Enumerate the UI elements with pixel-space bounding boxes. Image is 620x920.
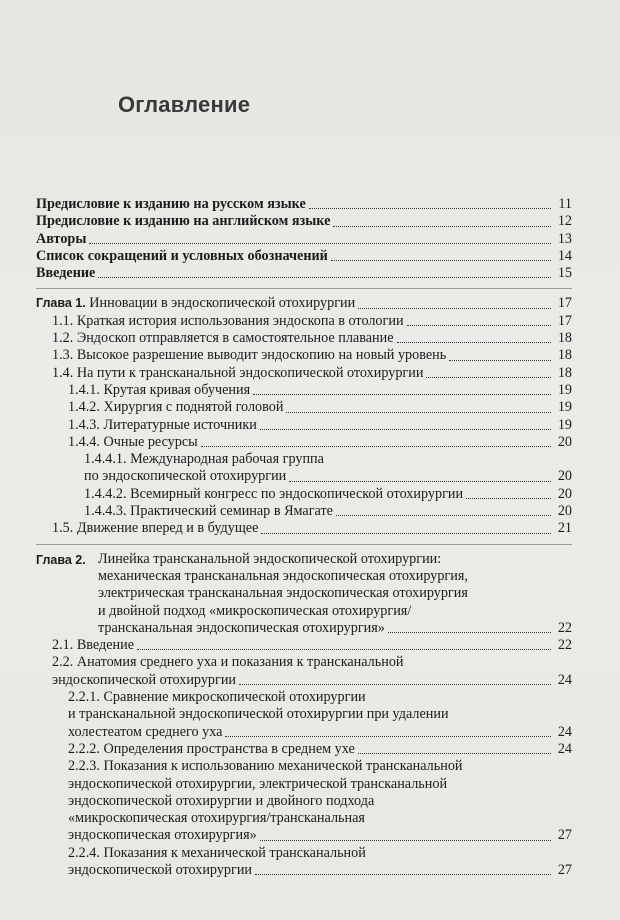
dot-leader: [225, 736, 551, 737]
toc-entry-title: эндоскопической отохирургии: [68, 861, 253, 878]
dot-leader: [289, 481, 551, 482]
chapter-heading: [36, 295, 572, 312]
dot-leader: [407, 325, 551, 326]
section-divider: [36, 544, 572, 545]
toc-entry-page: 27: [557, 827, 572, 844]
chapter-title-line: электрическая трансканальная эндоскопическая отохирургия: [98, 585, 468, 602]
toc-entry-page: 24: [557, 740, 572, 757]
toc-entry-title: Список сокращений и условных обозначений: [36, 247, 328, 264]
toc-entry-page: 18: [557, 347, 572, 364]
dot-leader: [336, 515, 551, 516]
toc-entry-page: 19: [557, 416, 572, 433]
toc-entry-page: 27: [557, 861, 572, 878]
toc-entry-title: 1.4.4.2. Всемирный конгресс по эндоскопической отохирургии: [84, 485, 464, 502]
toc-entry: [36, 248, 572, 265]
toc-entry-title-line: эндоскопической отохирургии и двойного подхода: [68, 792, 375, 809]
dot-leader: [261, 533, 551, 534]
dot-leader: [98, 277, 551, 278]
toc-entry-page: 20: [557, 503, 572, 520]
toc-entry-page: 21: [557, 520, 572, 537]
toc-entry: [36, 417, 572, 434]
toc-entry-page: 11: [558, 196, 572, 212]
toc-entry-page: 17: [557, 312, 572, 329]
toc-entry-title-line: «микроскопическая отохирургия/трансканальная: [68, 810, 365, 827]
chapter-2-section: [36, 551, 572, 880]
dot-leader: [358, 308, 551, 309]
toc-entry-title-line: 1.4.4.1. Международная рабочая группа: [84, 451, 324, 468]
toc-entry-title: эндоскопической отохирургии: [52, 671, 237, 688]
toc-entry-title: холестеатом среднего уха: [68, 723, 223, 740]
toc-entry-page: 22: [557, 637, 572, 654]
toc-entry-title-line: 2.2. Анатомия среднего уха и показания к трансканальной: [52, 654, 404, 671]
chapter-title-line: и двойной подход «микроскопическая отохирургия/: [98, 602, 412, 619]
toc-entry-title: по эндоскопической отохирургии: [84, 468, 287, 485]
toc-entry: [36, 382, 572, 399]
dot-leader: [201, 446, 551, 447]
toc-entry-title: 1.5. Движение вперед и в будущее: [52, 520, 259, 537]
chapter-label: Глава 2.: [36, 552, 86, 567]
front-matter-list: [36, 196, 572, 282]
page-title: Оглавление: [118, 92, 251, 117]
toc-entry: [36, 196, 572, 213]
toc-entry: [36, 672, 572, 689]
toc-entry-page: 14: [557, 247, 572, 264]
toc-entry: [36, 637, 572, 654]
toc-entry: [36, 399, 572, 416]
toc-entry-title: 1.4.4. Очные ресурсы: [68, 433, 198, 450]
dot-leader: [426, 377, 551, 378]
dot-leader: [397, 342, 551, 343]
toc-entry-page: 20: [557, 485, 572, 502]
toc-entry-title-line: 2.2.1. Сравнение микроскопической отохирургии: [68, 689, 366, 706]
toc-entry-title: 1.4.2. Хирургия с поднятой головой: [68, 399, 284, 416]
toc-entry: [36, 434, 572, 451]
toc-entry-title: 2.1. Введение: [52, 637, 135, 654]
chapter-heading: [36, 551, 572, 637]
dot-leader: [388, 632, 551, 633]
dot-leader: [253, 394, 551, 395]
toc-entry-title: Введение: [36, 265, 96, 282]
toc-entry: [36, 503, 572, 520]
toc-entry-title: 1.3. Высокое разрешение выводит эндоскопию на новый уровень: [52, 347, 447, 364]
toc-entry-page: 19: [557, 399, 572, 416]
toc-entry: [36, 468, 572, 485]
dot-leader: [137, 649, 551, 650]
toc-entry-page: 17: [557, 295, 572, 312]
chapter-label: Глава 1.: [36, 296, 86, 311]
toc-entry: [36, 827, 572, 844]
toc-entry-page: 22: [557, 619, 572, 636]
toc-entry-title: 2.2.2. Определения пространства в среднем ухе: [68, 740, 355, 757]
chapter-title-line: Линейка трансканальной эндоскопической отохирургии:: [98, 550, 442, 567]
toc-entry-page: 20: [557, 433, 572, 450]
toc-entry-page: 12: [557, 213, 572, 230]
chapter-title: Инновации в эндоскопической отохирургии: [89, 295, 356, 312]
toc-entry-page: 19: [557, 381, 572, 398]
dot-leader: [239, 684, 551, 685]
dot-leader: [309, 208, 551, 209]
toc-entry-page: 18: [557, 330, 572, 347]
toc-entry-page: 18: [557, 364, 572, 381]
toc-entry-title: 1.4.1. Крутая кривая обучения: [68, 381, 251, 398]
toc-entry-page: 24: [557, 671, 572, 688]
toc-entry-page: 13: [557, 230, 572, 247]
toc-entry: [36, 313, 572, 330]
toc-entry-title: 1.1. Краткая история использования эндоскопа в отологии: [52, 312, 404, 329]
dot-leader: [89, 243, 551, 244]
toc-entry-title-line: и трансканальной эндоскопической отохирургии при удалении: [68, 706, 449, 723]
toc-entry: [36, 265, 572, 282]
chapter-title-line: механическая трансканальная эндоскопическая отохирургия,: [98, 567, 468, 584]
toc-entry-title: Предисловие к изданию на русском языке: [36, 196, 306, 212]
toc-entry: [36, 231, 572, 248]
toc-entry-title-line: 2.2.4. Показания к механической трансканальной: [68, 844, 366, 861]
toc-entry-title: эндоскопическая отохирургия»: [68, 827, 257, 844]
section-divider: [36, 288, 572, 289]
toc-entry: [36, 486, 572, 503]
chapter-1-section: [36, 295, 572, 537]
toc-entry-title: 1.2. Эндоскоп отправляется в самостоятельное плавание: [52, 330, 394, 347]
toc-entry: [36, 365, 572, 382]
toc-entry-title: Авторы: [36, 230, 87, 247]
dot-leader: [331, 260, 551, 261]
dot-leader: [333, 226, 551, 227]
toc-entry-page: 15: [557, 265, 572, 282]
dot-leader: [260, 840, 551, 841]
toc-entry: [36, 347, 572, 364]
toc-entry-page: 24: [557, 723, 572, 740]
toc-entry-title: Предисловие к изданию на английском языке: [36, 213, 331, 230]
dot-leader: [286, 412, 551, 413]
dot-leader: [358, 753, 551, 754]
dot-leader: [449, 360, 551, 361]
toc-entry-title-line: эндоскопической отохирургии, электрической трансканальной: [68, 775, 448, 792]
dot-leader: [466, 498, 551, 499]
toc-entry: [36, 724, 572, 741]
toc-entry-page: 20: [557, 468, 572, 485]
toc-entry-title: 1.4.4.3. Практический семинар в Ямагате: [84, 503, 333, 520]
toc-entry-title: 1.4. На пути к трансканальной эндоскопической отохирургии: [52, 364, 424, 381]
toc-entry: [36, 330, 572, 347]
toc-entry: [36, 741, 572, 758]
dot-leader: [255, 874, 551, 875]
toc-entry: [36, 520, 572, 537]
toc-entry: [36, 213, 572, 230]
toc-entry: [98, 620, 572, 637]
table-of-contents: [36, 196, 572, 879]
toc-entry-title: 1.4.3. Литературные источники: [68, 416, 257, 433]
toc-entry: [36, 862, 572, 879]
chapter-title-line: трансканальная эндоскопическая отохирургия»: [98, 619, 385, 636]
dot-leader: [260, 429, 551, 430]
toc-entry-title-line: 2.2.3. Показания к использованию механической трансканальной: [68, 758, 463, 775]
